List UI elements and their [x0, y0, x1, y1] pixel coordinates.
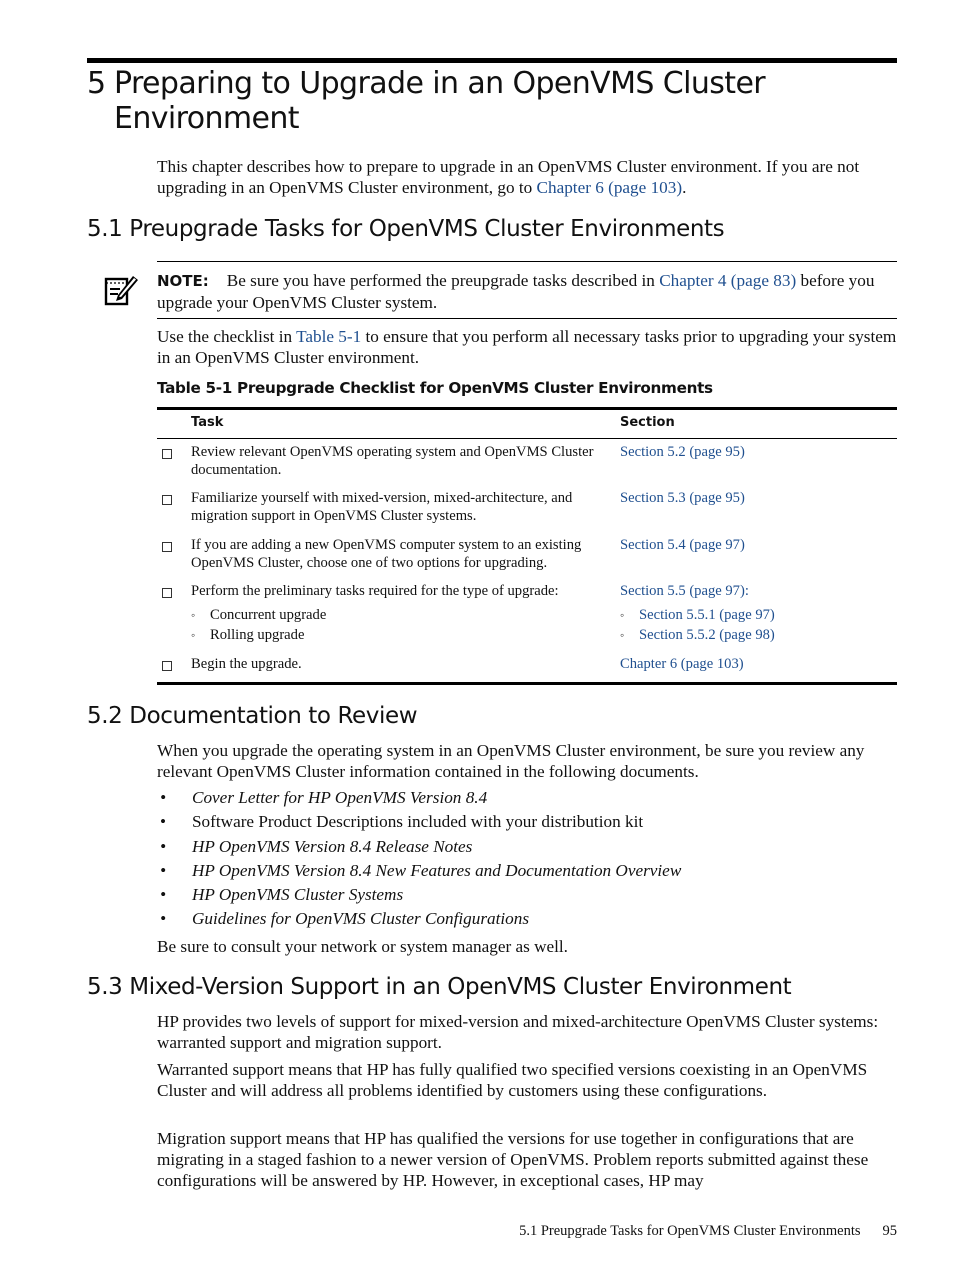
- list-item: • Guidelines for OpenVMS Cluster Configurations: [157, 907, 897, 931]
- section-5-5-link[interactable]: Section 5.5 (page 97):: [620, 583, 749, 599]
- chapter-title-line2: Environment: [114, 101, 299, 136]
- section-5-3-paragraph: HP provides two levels of support for mixed-version and mixed-architecture OpenVMS Cluster systems: warranted support and migration support.: [157, 1012, 879, 1052]
- chapter-title: [87, 66, 897, 136]
- table-row-task: Familiarize yourself with mixed-version, mixed-architecture, and migration support in OpenVMS Cluster systems.: [191, 490, 573, 524]
- chapter-intro: This chapter describes how to prepare to upgrade in an OpenVMS Cluster environment. If you are not upgrading in an OpenVMS Cluster environment, go to Chapter 6 (page 103).: [157, 157, 860, 197]
- document-list: [157, 786, 897, 932]
- table-top-rule: [157, 407, 897, 410]
- table-row-task: If you are adding a new OpenVMS computer system to an existing OpenVMS Cluster, choose one of two options for upgrading.: [191, 537, 582, 571]
- table-row-task: Review relevant OpenVMS operating system and OpenVMS Cluster documentation.: [191, 444, 594, 478]
- chapter-title-line1: Preparing to Upgrade in an OpenVMS Cluster: [114, 66, 766, 101]
- chapter-top-rule: [87, 58, 897, 63]
- table-bottom-rule: [157, 682, 897, 685]
- table-row-task: Begin the upgrade.: [191, 656, 302, 672]
- upgrade-section-list: [620, 605, 890, 645]
- section-5-5-1-link[interactable]: Section 5.5.1 (page 97): [639, 606, 775, 623]
- page-number: 95: [882, 1223, 897, 1239]
- table-row-section-link[interactable]: Section 5.2 (page 95): [620, 444, 745, 460]
- checkbox-icon[interactable]: [162, 542, 172, 552]
- table-row-section-link[interactable]: Section 5.3 (page 95): [620, 490, 745, 506]
- list-item: • Cover Letter for HP OpenVMS Version 8.4: [157, 786, 897, 810]
- checkbox-icon[interactable]: [162, 661, 172, 671]
- table-row-task: Perform the preliminary tasks required for the type of upgrade: ◦ Concurrent upgrade ◦ Rolling upgrade: [191, 583, 611, 645]
- table-row-section-link[interactable]: Chapter 6 (page 103): [620, 656, 744, 672]
- table-row-section: [620, 583, 890, 645]
- footer-running-title: 5.1 Preupgrade Tasks for OpenVMS Cluster Environments: [519, 1223, 861, 1239]
- section-5-3-heading: 5.3 Mixed-Version Support in an OpenVMS Cluster Environment: [87, 974, 792, 1000]
- table-header-section: Section: [620, 415, 675, 430]
- list-item: ◦ Concurrent upgrade: [191, 605, 611, 625]
- note-bottom-rule: [157, 318, 897, 319]
- list-item: • HP OpenVMS Version 8.4 New Features and Documentation Overview: [157, 859, 897, 883]
- table-header-rule: [157, 438, 897, 439]
- checkbox-icon[interactable]: [162, 495, 172, 505]
- section-5-2-heading: 5.2 Documentation to Review: [87, 703, 418, 729]
- section-5-5-2-link[interactable]: Section 5.5.2 (page 98): [639, 626, 775, 643]
- note-label: NOTE:: [157, 272, 209, 290]
- checkbox-icon[interactable]: [162, 588, 172, 598]
- chapter-number: 5: [87, 66, 106, 101]
- upgrade-type-list: [191, 605, 611, 645]
- note-text: NOTE: Be sure you have performed the preupgrade tasks described in Chapter 4 (page 83) before you upgrade your OpenVMS Cluster system.: [157, 271, 875, 312]
- chapter-6-link[interactable]: Chapter 6 (page 103): [536, 178, 683, 197]
- checkbox-icon[interactable]: [162, 449, 172, 459]
- chapter-4-link[interactable]: Chapter 4 (page 83): [659, 271, 797, 290]
- note-top-rule: [157, 261, 897, 262]
- section-5-2-intro: When you upgrade the operating system in an OpenVMS Cluster environment, be sure you review any relevant OpenVMS Cluster information contained in the following documents.: [157, 741, 865, 781]
- page-footer: [519, 1222, 897, 1240]
- table-5-1-link[interactable]: Table 5-1: [296, 327, 362, 346]
- list-item: ◦ Rolling upgrade: [191, 625, 611, 645]
- section-5-2-closing: Be sure to consult your network or system manager as well.: [157, 937, 568, 956]
- section-5-1-heading: 5.1 Preupgrade Tasks for OpenVMS Cluster Environments: [87, 216, 725, 242]
- table-row-section-link[interactable]: Section 5.4 (page 97): [620, 537, 745, 553]
- section-5-3-paragraph: Migration support means that HP has qualified the versions for use together in configurations that are migrating in a staged fashion to a newer version of OpenVMS. Problem reports submitted against these configurations will be answered by HP. However, in exceptional cases, HP may: [157, 1129, 869, 1190]
- list-item: [620, 625, 890, 645]
- list-item: • HP OpenVMS Version 8.4 Release Notes: [157, 835, 897, 859]
- table-header-task: Task: [191, 415, 224, 430]
- list-item: • Software Product Descriptions included with your distribution kit: [157, 810, 897, 834]
- table-caption: Table 5-1 Preupgrade Checklist for OpenVMS Cluster Environments: [157, 379, 713, 397]
- list-item: [620, 605, 890, 625]
- checklist-intro: Use the checklist in Table 5-1 to ensure that you perform all necessary tasks prior to upgrading your system in an OpenVMS Cluster environment.: [157, 327, 897, 367]
- note-pencil-icon: [104, 274, 140, 306]
- list-item: • HP OpenVMS Cluster Systems: [157, 883, 897, 907]
- section-5-3-paragraph: Warranted support means that HP has fully qualified two specified versions coexisting in an OpenVMS Cluster and will address all problems identified by customers using these configurations.: [157, 1060, 868, 1100]
